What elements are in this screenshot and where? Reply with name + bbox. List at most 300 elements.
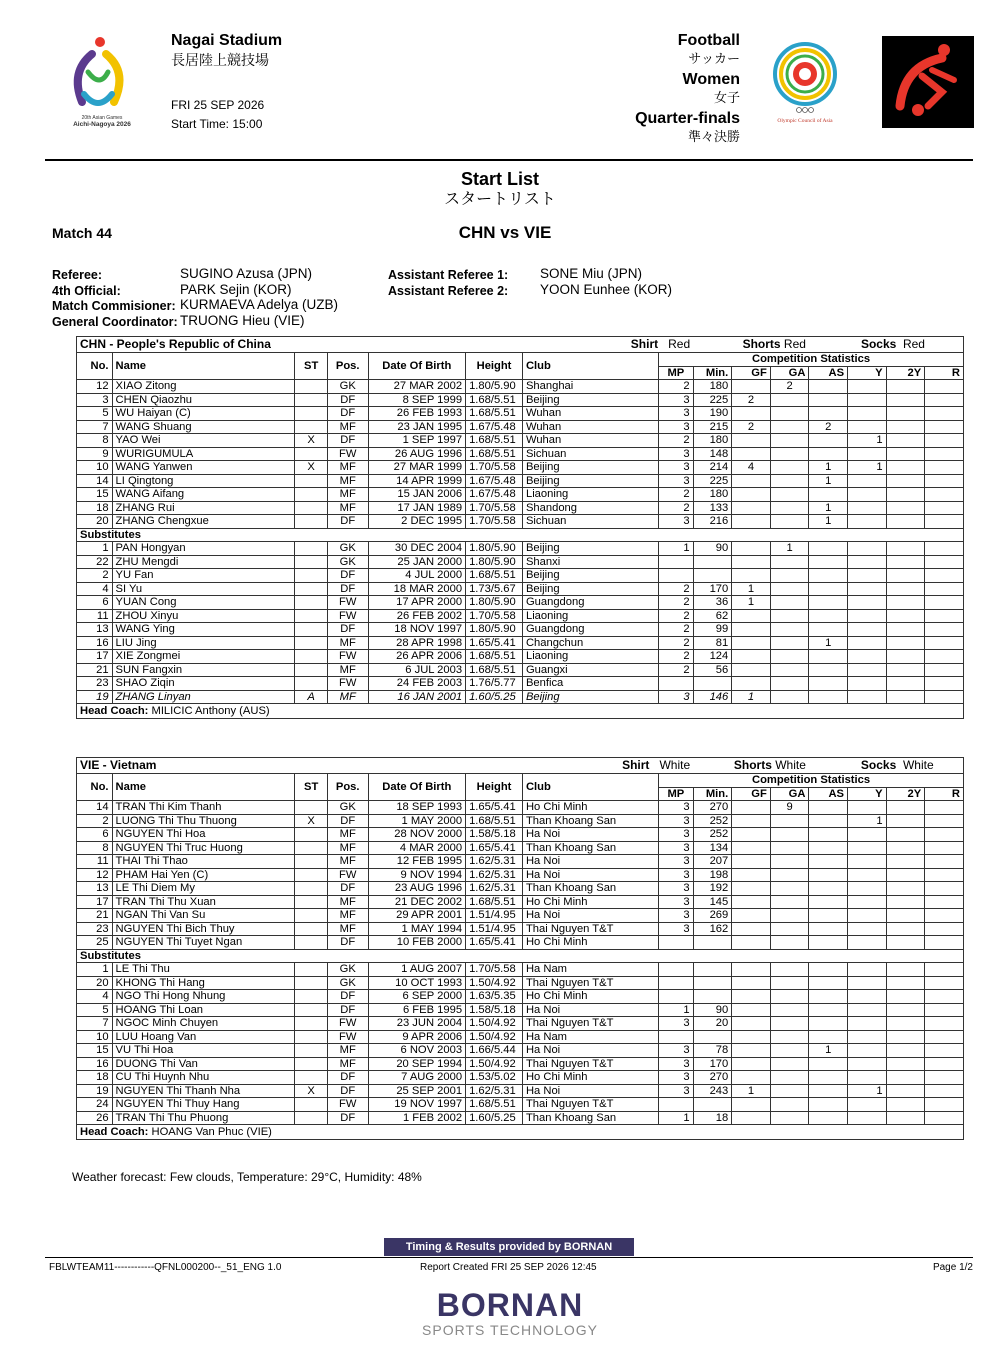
player-cell <box>295 909 328 923</box>
player-cell: MF <box>327 461 368 475</box>
player-cell: ZHANG Chengxue <box>112 515 295 529</box>
player-cell <box>732 636 771 650</box>
player-cell <box>886 380 925 394</box>
player-cell: 2 <box>770 380 809 394</box>
player-cell: 1 <box>848 814 887 828</box>
venue-name-jp: 長居陸上競技場 <box>171 52 269 68</box>
svg-text:20th Asian Games: 20th Asian Games <box>81 115 123 121</box>
player-cell: 56 <box>693 663 732 677</box>
player-cell <box>770 488 809 502</box>
player-cell <box>295 542 328 556</box>
player-cell <box>848 936 887 950</box>
player-cell <box>809 909 848 923</box>
player-cell <box>295 515 328 529</box>
player-cell <box>295 501 328 515</box>
player-cell: HOANG Thi Loan <box>112 1003 295 1017</box>
player-cell: 1.80/5.90 <box>466 380 523 394</box>
coordinator: TRUONG Hieu (VIE) <box>180 312 305 328</box>
player-cell: NGUYEN Thi Bich Thuy <box>112 922 295 936</box>
weather-forecast: Weather forecast: Few clouds, Temperature: 29°C, Humidity: 48% <box>72 1170 422 1184</box>
player-cell: 6 FEB 1995 <box>368 1003 466 1017</box>
player-cell: 28 NOV 2000 <box>368 828 466 842</box>
player-cell <box>770 990 809 1004</box>
player-cell <box>732 922 771 936</box>
competition-statistics-header: Competition Statistics <box>659 774 964 788</box>
player-cell: 3 <box>659 868 694 882</box>
player-cell: WANG Aifang <box>112 488 295 502</box>
player-cell: 1.73/5.67 <box>466 582 523 596</box>
player-cell: CU Thi Huynh Nhu <box>112 1071 295 1085</box>
player-cell <box>809 828 848 842</box>
player-cell <box>770 1030 809 1044</box>
player-cell <box>809 555 848 569</box>
head-coach-row <box>77 704 964 719</box>
player-cell: 90 <box>693 542 732 556</box>
player-cell: 1.60/5.25 <box>466 690 523 704</box>
player-cell: 16 <box>77 1057 113 1071</box>
player-cell: 18 <box>693 1111 732 1125</box>
player-cell <box>732 515 771 529</box>
player-cell <box>925 1057 964 1071</box>
player-row <box>77 1030 964 1044</box>
player-cell: 3 <box>659 393 694 407</box>
player-cell <box>925 420 964 434</box>
player-cell <box>848 650 887 664</box>
player-cell <box>732 868 771 882</box>
player-cell <box>770 828 809 842</box>
player-row <box>77 990 964 1004</box>
player-cell <box>925 1098 964 1112</box>
player-cell: 14 APR 1999 <box>368 474 466 488</box>
player-cell: 11 <box>77 855 113 869</box>
player-cell: Wuhan <box>522 434 658 448</box>
player-cell: FW <box>327 1017 368 1031</box>
player-cell: DF <box>327 582 368 596</box>
player-cell: 9 NOV 1994 <box>368 868 466 882</box>
player-cell: 3 <box>659 895 694 909</box>
player-cell <box>848 1057 887 1071</box>
player-cell: 24 <box>77 1098 113 1112</box>
player-cell: YUAN Cong <box>112 596 295 610</box>
player-cell: 1 <box>732 596 771 610</box>
player-cell <box>886 609 925 623</box>
player-cell: ZHANG Linyan <box>112 690 295 704</box>
player-cell: 3 <box>659 420 694 434</box>
player-cell <box>770 1098 809 1112</box>
page-number: Page 1/2 <box>932 1262 973 1273</box>
player-cell: 3 <box>659 882 694 896</box>
player-cell: 13 <box>77 623 113 637</box>
player-cell <box>886 690 925 704</box>
player-cell: Shanghai <box>522 380 658 394</box>
player-cell: 1.70/5.58 <box>466 963 523 977</box>
player-cell: 192 <box>693 882 732 896</box>
player-cell <box>925 515 964 529</box>
player-cell: MF <box>327 488 368 502</box>
player-cell: 22 <box>77 555 113 569</box>
player-cell: 12 <box>77 380 113 394</box>
shirt-label: Shirt <box>630 337 659 352</box>
player-cell <box>770 609 809 623</box>
player-cell: 148 <box>693 447 732 461</box>
player-cell: ZHOU Xinyu <box>112 609 295 623</box>
player-cell: 10 FEB 2000 <box>368 936 466 950</box>
player-cell: Beijing <box>522 690 658 704</box>
head-coach-label: Head Coach: <box>80 704 149 717</box>
player-cell <box>295 855 328 869</box>
col-gf: GF <box>732 366 771 380</box>
player-cell: 1.70/5.58 <box>466 461 523 475</box>
player-cell: 2 <box>659 636 694 650</box>
player-cell <box>295 609 328 623</box>
player-cell: 1.65/5.41 <box>466 936 523 950</box>
shorts-label: Shorts <box>742 337 781 352</box>
player-cell: 4 MAR 2000 <box>368 841 466 855</box>
player-cell <box>770 1071 809 1085</box>
player-cell: VU Thi Hoa <box>112 1044 295 1058</box>
col-as: AS <box>809 366 848 380</box>
title-jp: スタートリスト <box>444 191 556 208</box>
col-y2: 2Y <box>886 787 925 801</box>
player-cell: 2 <box>659 609 694 623</box>
player-cell: 1 <box>809 636 848 650</box>
player-cell <box>295 936 328 950</box>
gender-jp: 女子 <box>713 90 740 105</box>
player-cell <box>886 936 925 950</box>
player-cell <box>886 447 925 461</box>
player-cell <box>848 1003 887 1017</box>
player-cell: THAI Thi Thao <box>112 855 295 869</box>
player-cell: Wuhan <box>522 407 658 421</box>
player-cell <box>770 501 809 515</box>
player-cell <box>770 677 809 691</box>
timing-banner: Timing & Results provided by BORNAN <box>384 1238 634 1256</box>
player-cell <box>295 976 328 990</box>
player-cell <box>693 555 732 569</box>
player-cell: 78 <box>693 1044 732 1058</box>
player-cell <box>848 1111 887 1125</box>
player-cell: 215 <box>693 420 732 434</box>
socks-label: Socks <box>860 758 897 773</box>
player-cell <box>848 1098 887 1112</box>
shirt-value: Red <box>668 337 691 352</box>
player-cell: PHAM Hai Yen (C) <box>112 868 295 882</box>
player-cell: 6 SEP 2000 <box>368 990 466 1004</box>
player-cell: Ha Noi <box>522 1084 658 1098</box>
player-cell: 30 DEC 2004 <box>368 542 466 556</box>
player-cell <box>770 650 809 664</box>
player-cell <box>770 420 809 434</box>
player-cell: 20 SEP 1994 <box>368 1057 466 1071</box>
player-cell: Than Khoang San <box>522 841 658 855</box>
player-cell <box>809 1111 848 1125</box>
player-cell: Ho Chi Minh <box>522 936 658 950</box>
player-cell: 1.66/5.44 <box>466 1044 523 1058</box>
player-cell <box>886 909 925 923</box>
player-cell <box>848 515 887 529</box>
player-cell <box>295 895 328 909</box>
player-cell <box>295 555 328 569</box>
player-cell: 17 <box>77 895 113 909</box>
player-cell: LE Thi Diem My <box>112 882 295 896</box>
player-cell: 225 <box>693 393 732 407</box>
player-cell: MF <box>327 501 368 515</box>
event-info <box>635 32 740 149</box>
player-cell: 2 <box>659 663 694 677</box>
player-cell: Thai Nguyen T&T <box>522 1057 658 1071</box>
player-cell: DF <box>327 569 368 583</box>
col-dob: Date Of Birth <box>368 774 466 801</box>
substitutes-label: Substitutes <box>77 528 964 542</box>
player-cell: Guangxi <box>522 663 658 677</box>
player-cell: 1 <box>732 1084 771 1098</box>
player-cell <box>848 501 887 515</box>
player-cell: 8 <box>77 841 113 855</box>
player-cell: LE Thi Thu <box>112 963 295 977</box>
player-cell <box>809 976 848 990</box>
player-cell <box>295 868 328 882</box>
player-cell <box>732 936 771 950</box>
player-cell: Guangdong <box>522 596 658 610</box>
svg-text:Aichi-Nagoya 2026: Aichi-Nagoya 2026 <box>73 121 131 128</box>
player-cell: 1.65/5.41 <box>466 636 523 650</box>
player-cell <box>848 1071 887 1085</box>
player-cell <box>925 922 964 936</box>
player-cell <box>848 868 887 882</box>
player-cell: 1.53/5.02 <box>466 1071 523 1085</box>
player-cell: XIE Zongmei <box>112 650 295 664</box>
player-cell: 14 <box>77 801 113 815</box>
bornan-logo <box>0 1288 1000 1338</box>
player-cell <box>886 501 925 515</box>
player-cell: TRAN Thi Kim Thanh <box>112 801 295 815</box>
player-cell: 18 <box>77 501 113 515</box>
player-cell: KHONG Thi Hang <box>112 976 295 990</box>
player-cell: 7 AUG 2000 <box>368 1071 466 1085</box>
player-cell <box>809 447 848 461</box>
col-height: Height <box>466 774 523 801</box>
assistant-referee-2: YOON Eunhee (KOR) <box>540 281 673 297</box>
player-cell: 1.68/5.51 <box>466 814 523 828</box>
player-cell: DF <box>327 882 368 896</box>
player-cell: 1 SEP 1997 <box>368 434 466 448</box>
player-cell: X <box>295 434 328 448</box>
asian-games-logo <box>62 32 142 132</box>
sport-jp: サッカー <box>688 51 740 66</box>
player-row <box>77 623 964 637</box>
player-cell <box>693 1098 732 1112</box>
oca-logo <box>764 38 846 128</box>
player-cell <box>732 814 771 828</box>
player-cell: YAO Wei <box>112 434 295 448</box>
player-cell: X <box>295 1084 328 1098</box>
shorts-label: Shorts <box>733 758 772 773</box>
player-cell <box>295 474 328 488</box>
player-cell <box>886 515 925 529</box>
player-cell: 1.50/4.92 <box>466 976 523 990</box>
player-cell <box>809 1084 848 1098</box>
player-cell: 18 MAR 2000 <box>368 582 466 596</box>
player-cell <box>295 650 328 664</box>
player-cell: MF <box>327 855 368 869</box>
player-cell: 252 <box>693 814 732 828</box>
player-cell <box>886 990 925 1004</box>
player-cell: 23 JUN 2004 <box>368 1017 466 1031</box>
player-cell: Liaoning <box>522 609 658 623</box>
player-cell: Wuhan <box>522 420 658 434</box>
player-cell <box>925 841 964 855</box>
col-min: Min. <box>693 366 732 380</box>
player-row <box>77 922 964 936</box>
player-cell: 17 APR 2000 <box>368 596 466 610</box>
player-cell <box>925 636 964 650</box>
player-cell: 3 <box>659 801 694 815</box>
player-row <box>77 474 964 488</box>
player-cell: 1 <box>809 501 848 515</box>
player-cell <box>770 976 809 990</box>
player-cell: GK <box>327 801 368 815</box>
player-cell <box>886 1030 925 1044</box>
player-cell <box>925 909 964 923</box>
player-cell <box>848 990 887 1004</box>
player-cell <box>886 650 925 664</box>
player-cell <box>848 393 887 407</box>
player-cell <box>809 868 848 882</box>
player-cell <box>925 677 964 691</box>
player-cell <box>809 922 848 936</box>
col-name: Name <box>112 353 295 380</box>
player-row <box>77 801 964 815</box>
player-cell <box>770 447 809 461</box>
svg-text:Olympic Council of Asia: Olympic Council of Asia <box>777 118 833 124</box>
col-height: Height <box>466 353 523 380</box>
player-cell <box>770 407 809 421</box>
player-cell: 21 <box>77 909 113 923</box>
player-cell: 20 <box>77 515 113 529</box>
head-coach-name: MILICIC Anthony (AUS) <box>151 704 270 717</box>
player-cell: 1.63/5.35 <box>466 990 523 1004</box>
shirt-color <box>466 337 694 353</box>
document-title <box>0 169 1000 209</box>
player-cell: 1 <box>659 1003 694 1017</box>
player-cell: 1.68/5.51 <box>466 447 523 461</box>
player-cell <box>770 936 809 950</box>
player-cell <box>732 650 771 664</box>
player-cell: 1.65/5.41 <box>466 841 523 855</box>
player-cell: ZHU Mengdi <box>112 555 295 569</box>
player-cell <box>693 963 732 977</box>
player-cell <box>770 393 809 407</box>
player-cell <box>925 569 964 583</box>
player-cell: 1.68/5.51 <box>466 393 523 407</box>
player-cell: 21 <box>77 663 113 677</box>
player-cell <box>925 609 964 623</box>
col-r: R <box>925 366 964 380</box>
player-cell <box>886 801 925 815</box>
player-cell: GK <box>327 555 368 569</box>
player-cell <box>848 555 887 569</box>
player-cell: Thai Nguyen T&T <box>522 1017 658 1031</box>
player-row <box>77 855 964 869</box>
player-cell: 13 <box>77 882 113 896</box>
player-cell <box>886 1111 925 1125</box>
team-name: CHN - People's Republic of China <box>77 337 466 353</box>
player-cell: 90 <box>693 1003 732 1017</box>
player-cell: NGUYEN Thi Thuy Hang <box>112 1098 295 1112</box>
player-cell <box>848 922 887 936</box>
player-cell: MF <box>327 474 368 488</box>
player-cell: 3 <box>659 909 694 923</box>
player-cell: Ho Chi Minh <box>522 990 658 1004</box>
player-cell <box>659 1030 694 1044</box>
player-cell: TRAN Thi Thu Xuan <box>112 895 295 909</box>
player-cell: 81 <box>693 636 732 650</box>
player-cell: 269 <box>693 909 732 923</box>
player-cell: 1 <box>848 461 887 475</box>
player-cell: 15 <box>77 1044 113 1058</box>
player-cell <box>659 569 694 583</box>
player-cell <box>848 1044 887 1058</box>
player-cell: FW <box>327 596 368 610</box>
player-cell: 3 <box>659 828 694 842</box>
fourth-official: PARK Sejin (KOR) <box>180 281 292 297</box>
player-row <box>77 569 964 583</box>
player-cell <box>809 623 848 637</box>
player-row <box>77 868 964 882</box>
player-cell <box>659 990 694 1004</box>
player-cell: Liaoning <box>522 488 658 502</box>
player-row <box>77 596 964 610</box>
player-cell <box>925 447 964 461</box>
player-row <box>77 650 964 664</box>
player-cell <box>770 963 809 977</box>
player-cell <box>295 596 328 610</box>
player-cell: NGAN Thi Van Su <box>112 909 295 923</box>
player-cell <box>925 596 964 610</box>
player-cell <box>809 434 848 448</box>
player-cell: 270 <box>693 1071 732 1085</box>
player-cell: 1.62/5.31 <box>466 868 523 882</box>
player-cell <box>925 990 964 1004</box>
player-cell <box>925 801 964 815</box>
player-cell: 18 <box>77 1071 113 1085</box>
player-cell: 2 <box>659 596 694 610</box>
player-cell: 99 <box>693 623 732 637</box>
player-cell: FW <box>327 609 368 623</box>
player-cell: 2 <box>809 420 848 434</box>
player-row <box>77 1057 964 1071</box>
player-cell <box>925 501 964 515</box>
ar1-label: Assistant Referee 1: <box>388 268 509 282</box>
player-cell: 1.67/5.48 <box>466 474 523 488</box>
venue-name: Nagai Stadium <box>171 32 283 49</box>
player-cell: 162 <box>693 922 732 936</box>
player-cell <box>295 380 328 394</box>
player-cell: 26 FEB 2002 <box>368 609 466 623</box>
player-cell <box>809 1071 848 1085</box>
head-coach <box>77 1125 964 1140</box>
player-cell: 11 <box>77 609 113 623</box>
player-cell <box>848 976 887 990</box>
player-cell <box>848 801 887 815</box>
team-name: VIE - Vietnam <box>77 758 466 774</box>
player-row <box>77 909 964 923</box>
player-cell: 19 NOV 1997 <box>368 1098 466 1112</box>
player-cell <box>925 1084 964 1098</box>
player-row <box>77 663 964 677</box>
player-cell: 1 <box>732 582 771 596</box>
referee: SUGINO Azusa (JPN) <box>180 266 313 281</box>
